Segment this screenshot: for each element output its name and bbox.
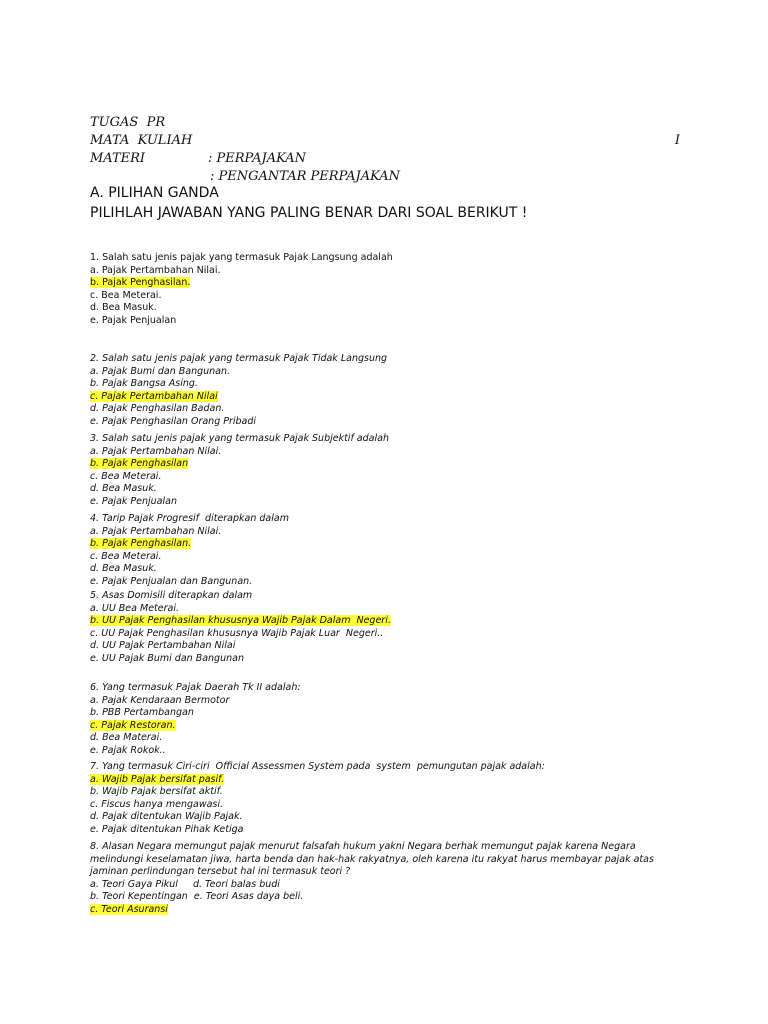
- answer-option: [90, 707, 301, 720]
- question-text: 1. Salah satu jenis pajak yang termasuk Pajak Langsung adalah: [90, 252, 393, 263]
- question-5: [90, 590, 391, 665]
- question-text: 5. Asas Domisili diterapkan dalam: [90, 590, 253, 601]
- highlighted-answer: b. Pajak Penghasilan.: [90, 538, 192, 549]
- answer-option: [90, 391, 387, 404]
- highlighted-answer: c. Pajak Restoran.: [90, 719, 176, 731]
- answer-option: [90, 563, 289, 576]
- option-text: a. Teori Gaya Pikul d. Teori balas budi: [90, 878, 280, 890]
- option-text: b. Teori Kepentingan e. Teori Asas daya beli.: [90, 891, 304, 902]
- answer-option: [90, 265, 393, 278]
- answer-option: [90, 774, 545, 787]
- option-text: c. UU Pajak Penghasilan khususnya Wajib Pajak Luar Negeri..: [90, 627, 384, 639]
- answer-option: [90, 603, 391, 616]
- answer-option: [90, 879, 690, 892]
- option-text: b. Pajak Bangsa Asing.: [90, 378, 198, 389]
- answer-option: [90, 720, 301, 733]
- question-text: 2. Salah satu jenis pajak yang termasuk Pajak Tidak Langsung: [90, 353, 388, 364]
- option-text: b. Wajib Pajak bersifat aktif.: [90, 786, 223, 797]
- assignment-title: TUGAS PR: [90, 115, 166, 130]
- option-text: a. Pajak Pertambahan Nilai.: [90, 264, 221, 276]
- answer-option: [90, 538, 289, 551]
- answer-option: [90, 366, 387, 379]
- option-text: d. Bea Masuk.: [90, 302, 157, 313]
- answer-option: [90, 628, 391, 641]
- option-text: a. Pajak Pertambahan Nilai.: [90, 445, 222, 457]
- question-text: 4. Tarip Pajak Progresif diterapkan dalam: [90, 513, 289, 524]
- course-label: MATA KULIAH: [90, 133, 193, 148]
- answer-option: [90, 496, 389, 509]
- course-value: : PERPAJAKAN: [208, 151, 307, 166]
- option-text: e. Pajak Rokok..: [90, 744, 166, 756]
- option-text: a. Pajak Kendaraan Bermotor: [90, 694, 230, 706]
- material-value: : PENGANTAR PERPAJAKAN: [210, 169, 401, 184]
- answer-option: [90, 526, 289, 539]
- question-text: 3. Salah satu jenis pajak yang termasuk Pajak Subjektif adalah: [90, 433, 389, 444]
- answer-option: [90, 786, 545, 799]
- answer-option: [90, 315, 393, 328]
- answer-option: [90, 576, 289, 589]
- answer-option: [90, 640, 391, 653]
- answer-option: [90, 824, 545, 837]
- answer-option: [90, 458, 389, 471]
- option-text: c. Fiscus hanya mengawasi.: [90, 798, 224, 810]
- option-text: e. Pajak Penghasilan Orang Pribadi: [90, 415, 257, 427]
- highlighted-answer: b. Pajak Penghasilan.: [90, 277, 191, 288]
- question-6: [90, 682, 301, 757]
- highlighted-answer: b. Pajak Penghasilan: [90, 458, 189, 469]
- document-header: [90, 96, 680, 184]
- question-1: [90, 252, 393, 327]
- question-7: [90, 761, 545, 836]
- question-4: [90, 513, 289, 588]
- option-text: d. Bea Masuk.: [90, 483, 157, 494]
- answer-option: [90, 615, 391, 628]
- highlighted-answer: c. Teori Asuransi: [90, 903, 168, 915]
- answer-option: [90, 551, 289, 564]
- answer-option: [90, 446, 389, 459]
- question-8: [90, 841, 690, 916]
- answer-option: [90, 378, 387, 391]
- question-2: [90, 353, 387, 428]
- option-text: d. Pajak ditentukan Wajib Pajak.: [90, 811, 243, 822]
- answer-option: [90, 695, 301, 708]
- option-text: d. Bea Materai.: [90, 732, 163, 743]
- answer-option: [90, 799, 545, 812]
- answer-option: [90, 891, 690, 904]
- option-text: c. Bea Meterai.: [90, 289, 162, 301]
- highlighted-answer: c. Pajak Pertambahan Nilai: [90, 390, 218, 402]
- answer-option: [90, 745, 301, 758]
- option-text: c. Bea Meterai.: [90, 470, 162, 482]
- header-material-row: [90, 132, 680, 184]
- answer-option: [90, 653, 391, 666]
- option-text: e. Pajak Penjualan: [90, 314, 177, 326]
- question-3: [90, 433, 389, 508]
- section-instruction: PILIHLAH JAWABAN YANG PALING BENAR DARI SOAL BERIKUT !: [90, 205, 528, 221]
- option-text: d. Pajak Penghasilan Badan.: [90, 403, 225, 414]
- section-heading-block: [90, 183, 527, 223]
- question-text: 6. Yang termasuk Pajak Daerah Tk II adalah:: [90, 682, 301, 693]
- answer-option: [90, 277, 393, 290]
- option-text: e. Pajak ditentukan Pihak Ketiga: [90, 823, 244, 835]
- question-text: 8. Alasan Negara memungut pajak menurut falsafah hukum yakni Negara berhak memungut pajak karena Negara melindungi keselamatan jiwa, harta benda dan hak-hak rakyatnya, oleh karena itu rakyat harus membayar pajak atas jaminan perlindungan tersebut hal ini termasuk teori ?: [90, 841, 654, 877]
- highlighted-answer: a. Wajib Pajak bersifat pasif.: [90, 773, 225, 785]
- option-text: b. PBB Pertambangan: [90, 707, 194, 718]
- option-text: e. Pajak Penjualan dan Bangunan.: [90, 575, 253, 587]
- answer-option: [90, 732, 301, 745]
- answer-option: [90, 904, 690, 917]
- option-text: a. UU Bea Meterai.: [90, 602, 179, 614]
- option-text: a. Pajak Bumi dan Bangunan.: [90, 365, 231, 377]
- question-text: 7. Yang termasuk Ciri-ciri Official Assessmen System pada system pemungutan pajak adalah:: [90, 761, 545, 772]
- material-label: MATERI: [90, 151, 146, 166]
- option-text: c. Bea Meterai.: [90, 550, 162, 562]
- answer-option: [90, 471, 389, 484]
- option-text: a. Pajak Pertambahan Nilai.: [90, 525, 222, 537]
- option-text: d. Bea Masuk.: [90, 563, 157, 574]
- option-text: e. UU Pajak Bumi dan Bangunan: [90, 652, 244, 664]
- answer-option: [90, 290, 393, 303]
- option-text: e. Pajak Penjualan: [90, 495, 177, 507]
- assignment-title-right: I: [674, 133, 680, 148]
- answer-option: [90, 403, 387, 416]
- highlighted-answer: b. UU Pajak Penghasilan khususnya Wajib Pajak Dalam Negeri.: [90, 615, 391, 626]
- answer-option: [90, 483, 389, 496]
- option-text: d. UU Pajak Pertambahan Nilai: [90, 640, 236, 651]
- answer-option: [90, 416, 387, 429]
- answer-option: [90, 811, 545, 824]
- section-heading: A. PILIHAN GANDA: [90, 185, 219, 201]
- answer-option: [90, 302, 393, 315]
